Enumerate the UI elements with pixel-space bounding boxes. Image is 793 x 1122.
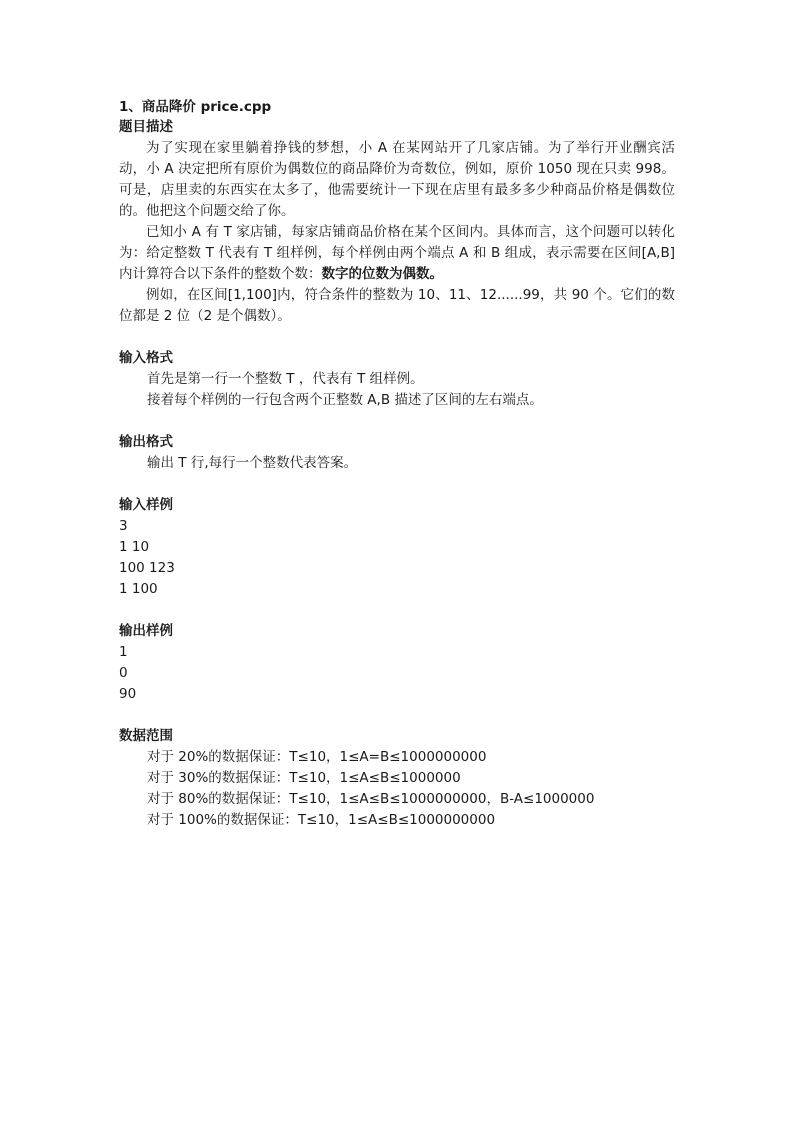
sample-output-heading: 输出样例 bbox=[119, 623, 173, 639]
data-range-heading: 数据范围 bbox=[119, 728, 173, 744]
sample-input-heading: 输入样例 bbox=[119, 497, 173, 513]
sample-output-line: 1 bbox=[119, 644, 128, 660]
data-range-line: 对于 80%的数据保证：T≤10，1≤A≤B≤1000000000，B-A≤1000000 bbox=[147, 791, 595, 807]
input-format-line: 接着每个样例的一行包含两个正整数 A,B 描述了区间的左右端点。 bbox=[147, 392, 543, 408]
data-range-line: 对于 20%的数据保证：T≤10，1≤A=B≤1000000000 bbox=[147, 749, 487, 765]
input-format-heading: 输入格式 bbox=[119, 350, 173, 366]
description-paragraph-3: 例如，在区间[1,100]内，符合条件的整数为 10、11、12......99，共 90 个。它们的数位都是 2 位（2 是个偶数）。 bbox=[119, 287, 675, 324]
input-format-line: 首先是第一行一个整数 T ，代表有 T 组样例。 bbox=[147, 371, 424, 387]
data-range-line: 对于 30%的数据保证：T≤10，1≤A≤B≤1000000 bbox=[147, 770, 461, 786]
sample-input-line: 100 123 bbox=[119, 560, 175, 576]
description-heading: 题目描述 bbox=[119, 119, 173, 135]
data-range-line: 对于 100%的数据保证：T≤10，1≤A≤B≤1000000000 bbox=[147, 812, 496, 828]
sample-output-line: 0 bbox=[119, 665, 128, 681]
sample-input-line: 1 10 bbox=[119, 539, 150, 555]
description-paragraph-2 bbox=[119, 222, 675, 285]
sample-output-line: 90 bbox=[119, 686, 137, 702]
description-paragraph-2-text: 已知小 A 有 T 家店铺，每家店铺商品价格在某个区间内。具体而言，这个问题可以转化为：给定整数 T 代表有 T 组样例，每个样例由两个端点 A 和 B 组成，表示需要在区间[A,B]内计算符合以下条件的整数个数： bbox=[119, 224, 675, 282]
output-format-line: 输出 T 行,每行一个整数代表答案。 bbox=[147, 455, 358, 471]
description-paragraph-2-emphasis: 数字的位数为偶数。 bbox=[321, 266, 443, 282]
output-format-heading: 输出格式 bbox=[119, 434, 173, 450]
sample-input-line: 3 bbox=[119, 518, 128, 534]
problem-title: 1、商品降价 price.cpp bbox=[119, 99, 272, 115]
problem-content bbox=[119, 97, 675, 831]
sample-input-line: 1 100 bbox=[119, 581, 158, 597]
description-paragraph-1: 为了实现在家里躺着挣钱的梦想，小 A 在某网站开了几家店铺。为了举行开业酬宾活动，小 A 决定把所有原价为偶数位的商品降价为奇数位，例如，原价 1050 现在只卖 998。可是，店里卖的东西实在太多了，他需要统计一下现在店里有最多多少种商品价格是偶数位的。他把这个问题交给了你。 bbox=[119, 140, 675, 219]
